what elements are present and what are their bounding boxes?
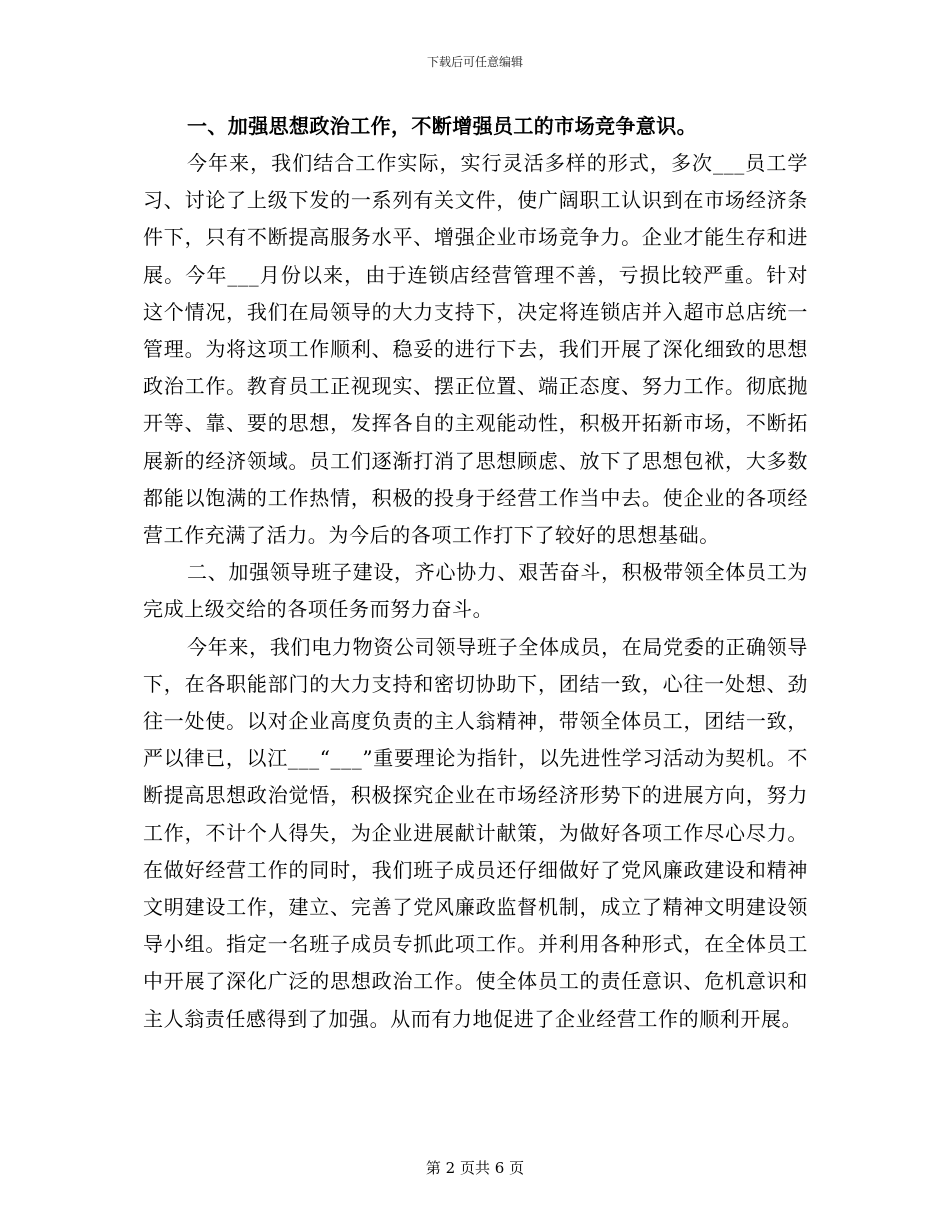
document-body xyxy=(143,108,808,1038)
paragraph-1: 今年来，我们结合工作实际，实行灵活多样的形式，多次___员工学习、讨论了上级下发的一系列有关文件，使广阔职工认识到在市场经济条件下，只有不断提高服务水平、增强企业市场竞争力。企业才能生存和进展。今年___月份以来，由于连锁店经营管理不善，亏损比较严重。针对这个情况，我们在局领导的大力支持下，决定将连锁店并入超市总店统一管理。为将这项工作顺利、稳妥的进行下去，我们开展了深化细致的思想政治工作。教育员工正视现实、摆正位置、端正态度、努力工作。彻底抛开等、靠、要的思想，发挥各自的主观能动性，积极开拓新市场，不断拓展新的经济领域。员工们逐渐打消了思想顾虑、放下了思想包袱，大多数都能以饱满的工作热情，积极的投身于经营工作当中去。使企业的各项经营工作充满了活力。为今后的各项工作打下了较好的思想基础。 xyxy=(143,151,808,548)
section-heading-1: 一、加强思想政治工作，不断增强员工的市场竞争意识。 xyxy=(187,114,697,138)
paragraph-2: 今年来，我们电力物资公司领导班子全体成员，在局党委的正确领导下，在各职能部门的大力支持和密切协助下，团结一致，心往一处想、劲往一处使。以对企业高度负责的主人翁精神，带领全体员工，团结一致，严以律已，以江___“___”重要理论为指针，以先进性学习活动为契机。不断提高思想政治觉悟，积极探究企业在市场经济形势下的进展方向，努力工作，不计个人得失，为企业进展献计献策，为做好各项工作尽心尽力。在做好经营工作的同时，我们班子成员还仔细做好了党风廉政建设和精神文明建设工作，建立、完善了党风廉政监督机制，成立了精神文明建设领导小组。指定一名班子成员专抓此项工作。并利用各种形式，在全体员工中开展了深化广泛的思想政治工作。使全体员工的责任意识、危机意识和主人翁责任感得到了加强。从而有力地促进了企业经营工作的顺利开展。 xyxy=(143,634,808,1031)
section-heading-2: 二、加强领导班子建设，齐心协力、艰苦奋斗，积极带领全体员工为完成上级交给的各项任务而努力奋斗。 xyxy=(143,560,808,622)
header-note: 下载后可任意编辑 xyxy=(426,55,523,69)
page-number: 第 2 页共 6 页 xyxy=(425,1159,525,1177)
